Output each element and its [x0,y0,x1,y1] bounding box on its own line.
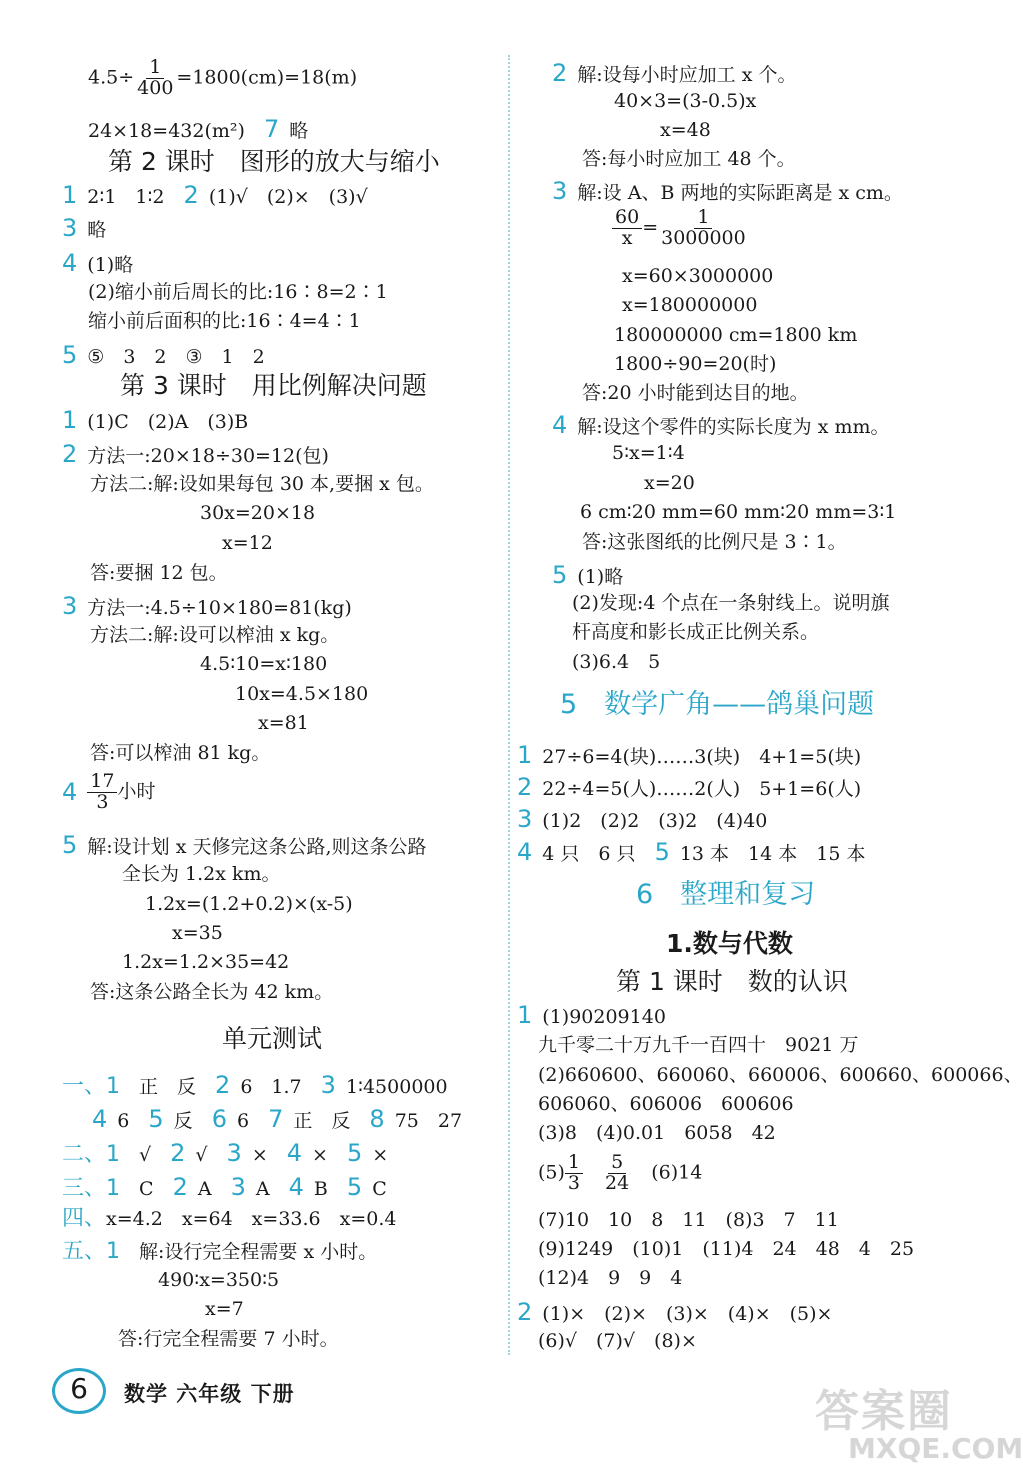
question-5 [62,342,265,368]
answer: (1)略 [87,254,134,276]
question-2 [517,774,861,800]
line: (3)8 (4)0.01 6058 42 [538,1122,776,1144]
question-number: 1 [517,741,533,769]
line: 40×3=(3-0.5)x [614,90,757,112]
question-number: 3 [226,1139,242,1167]
question-4 [62,772,155,813]
fraction-line [538,1153,702,1194]
line: 490∶x=350∶5 [158,1269,280,1291]
question-number: 8 [369,1105,385,1133]
denominator: 3000000 [661,226,746,249]
question-number: 1 [62,406,78,434]
question-number: 4 [286,1139,303,1167]
line: 6 cm∶20 mm=60 mm∶20 mm=3∶1 [580,501,897,523]
footer-title: 数学 六年级 下册 [124,1382,295,1406]
answer: 方法一:20×18÷30=12(包) [87,445,329,467]
text: 24×18=432(m²) [88,120,245,142]
question-number: 2 [552,59,568,87]
line: (12)4 9 9 4 [538,1267,683,1289]
question-number: 3 [320,1071,336,1099]
question-number: 3 [230,1173,246,1201]
fraction [602,1153,632,1194]
numerator: 1 [565,1153,583,1174]
question-number: 2 [215,1071,231,1099]
question-number: 2 [517,773,533,801]
line: 答:这条公路全长为 42 km。 [90,981,334,1003]
line: x=35 [172,922,223,944]
test-part-1b [92,1106,462,1132]
test-part-5 [62,1240,377,1264]
answer: 1∶4500000 [345,1076,448,1098]
answer: 75 27 [394,1110,463,1132]
line: 答:20 小时能到达目的地。 [582,382,809,404]
answer: 解:设行完全程需要 x 小时。 [139,1241,378,1263]
question-4 [552,412,890,438]
line: 1800÷90=20(时) [614,353,777,375]
test-part-4 [62,1207,396,1231]
line [88,58,357,99]
question-number: 5 [148,1105,164,1133]
section-label: 一、1 [62,1074,120,1099]
line: 杆高度和影长成正比例关系。 [572,621,820,643]
answer: 4 只 6 只 [542,843,636,865]
proportion-line [612,208,749,249]
answer: x=4.2 x=64 x=33.6 x=0.4 [106,1208,397,1230]
question-2 [552,60,796,86]
text: (6)14 [651,1161,703,1184]
line: 180000000 cm=1800 km [614,324,858,346]
line: 答:这张图纸的比例尺是 3∶1。 [582,531,847,553]
question-number: 5 [552,561,568,589]
test-part-3 [62,1174,387,1201]
answer: 6 1.7 [240,1076,302,1098]
numerator: 17 [87,772,117,793]
line: 30x=20×18 [200,502,316,524]
line: 1.2x=(1.2+0.2)×(x-5) [145,893,353,915]
question-number: 4 [517,838,533,866]
line: x=180000000 [622,294,758,316]
question-number: 3 [552,177,568,205]
answer: 解:设这个零件的实际长度为 x mm。 [577,416,890,438]
question-1 [517,1002,666,1028]
answer: B [313,1178,328,1200]
answer: C [372,1178,387,1200]
line: x=20 [644,472,695,494]
question-number: 4 [62,249,78,277]
text: =1800(cm)=18(m) [176,66,358,89]
answer: A [197,1178,212,1200]
numerator: 1 [146,58,164,79]
line: 答:每小时应加工 48 个。 [582,148,796,170]
fraction [134,58,176,99]
question-number: 4 [92,1105,108,1133]
subsection-heading: 1.数与代数 [666,929,793,958]
question-1 [62,182,368,208]
line: x=48 [660,119,711,141]
answer: (1)C (2)A (3)B [87,411,249,433]
answer: × [372,1144,389,1166]
question-number: 6 [211,1105,227,1133]
text: 略 [289,120,309,142]
question-number: 5 [62,341,78,369]
lesson-heading: 第 2 课时 图形的放大与缩小 [108,147,440,176]
answer: √ [195,1144,208,1166]
question-number: 2 [183,181,199,209]
section-label: 三、1 [62,1176,120,1201]
line: (2)缩小前后周长的比:16∶8=2∶1 [88,281,388,303]
question-number: 7 [268,1105,284,1133]
watermark-url: MXQE.COM [848,1432,1023,1465]
fraction [87,772,117,813]
lesson-heading: 第 1 课时 数的认识 [616,967,848,996]
answer: 正 反 [293,1110,351,1132]
denominator: x [621,226,633,249]
line: 5∶x=1∶4 [612,442,685,464]
question-number: 5 [346,1139,363,1167]
line: 九千零二十万九千一百四十 9021 万 [538,1034,859,1056]
question-5 [62,832,427,858]
answer: 反 [173,1110,193,1132]
question-2 [517,1299,832,1325]
answer: 方法一:4.5÷10×180=81(kg) [87,597,352,619]
answer: 2∶1 1∶2 [87,186,165,208]
question-number: 4 [552,411,568,439]
denominator: 24 [605,1171,630,1194]
line: x=7 [205,1298,244,1320]
answer: (1)90209140 [542,1006,666,1028]
answer: C [139,1178,154,1200]
line: 606060、606006 600606 [538,1093,794,1115]
section-heading-6: 6 整理和复习 [636,879,816,910]
line: 全长为 1.2x km。 [122,863,281,885]
question-4 [517,839,866,865]
line: 10x=4.5×180 [235,683,369,705]
question-2 [62,441,329,467]
question-number: 2 [170,1139,186,1167]
line: (7)10 10 8 11 (8)3 7 11 [538,1209,839,1231]
question-number: 5 [62,831,78,859]
fraction [658,208,749,249]
line: (2)660600、660060、660006、600660、600066、 [538,1064,1023,1086]
question-3 [552,178,903,204]
fraction [612,208,642,249]
column-divider [508,55,510,1355]
question-number: 3 [62,214,78,242]
question-4 [62,250,133,276]
question-number: 5 [654,838,670,866]
line: x=60×3000000 [622,265,774,287]
page-number: 6 [70,1372,88,1405]
question-number: 4 [288,1173,304,1201]
answer: 13 本 14 本 15 本 [679,843,866,865]
answer: (1)× (2)× (3)× (4)× (5)× [542,1303,833,1325]
answer: 6 [117,1110,130,1132]
question-number: 5 [346,1173,363,1201]
question-number: 3 [62,592,78,620]
answer: 正 反 [139,1076,197,1098]
question-number: 1 [517,1001,533,1029]
question-number: 2 [62,440,78,468]
answer: 解:设计划 x 天修完这条公路,则这条公路 [87,836,427,858]
line: 4.5∶10=x∶180 [200,653,328,675]
question-number: 3 [517,805,533,833]
line: (3)6.4 5 [572,651,661,673]
line: x=81 [258,712,309,734]
test-part-2 [62,1140,388,1167]
text: 4.5÷ [88,66,135,89]
question-number: 2 [517,1298,533,1326]
numerator: 60 [612,208,642,229]
question-3 [62,215,106,241]
line: (2)发现:4 个点在一条射线上。说明旗 [572,592,890,614]
denominator: 400 [137,76,174,99]
answer: 解:设每小时应加工 x 个。 [577,64,797,86]
answer: 22÷4=5(人)……2(人) 5+1=6(人) [542,778,862,800]
line: 答:行完全程需要 7 小时。 [118,1328,339,1350]
section-label: 二、1 [62,1142,120,1167]
question-3 [62,593,352,619]
answer: 略 [87,219,107,241]
question-5 [552,562,623,588]
answer: 解:设 A、B 两地的实际距离是 x cm。 [577,182,903,204]
answer: (1)略 [577,566,624,588]
section-heading-5: 5 数学广角——鸽巢问题 [560,689,875,720]
unit-test-heading: 单元测试 [222,1024,323,1053]
line: 答:可以榨油 81 kg。 [90,742,271,764]
text: (5) [538,1161,565,1184]
question-3 [517,806,767,832]
equals: = [642,216,659,239]
answer: (1)2 (2)2 (3)2 (4)40 [542,810,768,832]
line: 方法二:解:设可以榨油 x kg。 [90,624,340,646]
line: 1.2x=1.2×35=42 [122,951,290,973]
answer: × [251,1144,268,1166]
section-label: 四、 [62,1206,107,1231]
numerator: 1 [694,208,712,229]
lesson-heading: 第 3 课时 用比例解决问题 [120,371,427,400]
line: x=12 [222,532,273,554]
section-label: 五、1 [62,1239,120,1264]
question-1 [517,742,861,768]
line: 缩小前后面积的比:16∶4=4∶1 [88,310,361,332]
line [88,116,308,142]
denominator: 3 [567,1171,581,1194]
line: 方法二:解:设如果每包 30 本,要捆 x 包。 [90,473,434,495]
answer: ⑤ 3 2 ③ 1 2 [87,346,265,368]
answer: (1)√ (2)× (3)√ [208,186,368,208]
answer: 27÷6=4(块)……3(块) 4+1=5(块) [542,746,862,768]
answer: √ [139,1144,152,1166]
line: 答:要捆 12 包。 [90,562,228,584]
question-number: 2 [172,1173,188,1201]
numerator: 5 [608,1153,626,1174]
line: (9)1249 (10)1 (11)4 24 48 4 25 [538,1238,915,1260]
question-1 [62,407,248,433]
watermark-logo: 答案圈 [815,1386,953,1437]
answer: × [312,1144,328,1166]
answer: 6 [236,1110,250,1132]
fraction [565,1153,583,1194]
question-number: 1 [62,181,78,209]
answer: A [255,1178,270,1200]
question-number: 7 [263,115,280,143]
unit: 小时 [117,780,156,803]
line: (6)√ (7)√ (8)× [538,1330,697,1352]
test-part-1 [62,1072,448,1099]
denominator: 3 [96,790,109,813]
question-number: 4 [62,778,78,807]
